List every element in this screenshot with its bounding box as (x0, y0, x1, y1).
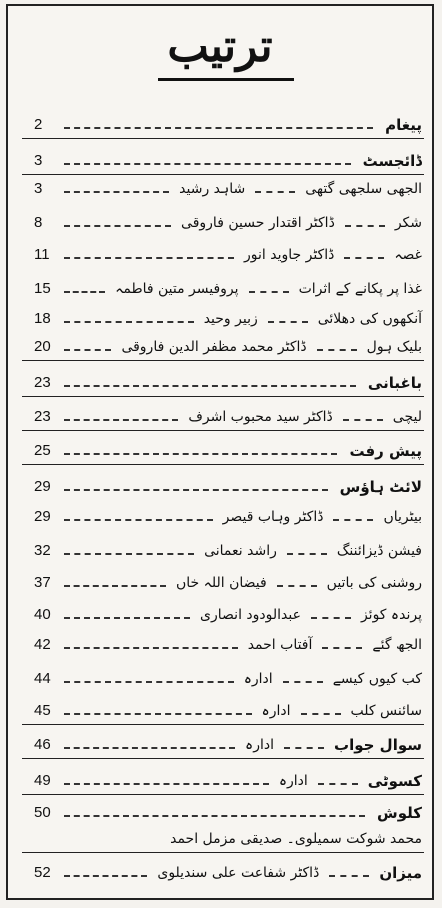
leader-dots (64, 453, 337, 455)
page-number: 20 (34, 338, 51, 355)
leader-dots (64, 647, 238, 649)
toc-entry (34, 212, 422, 234)
leader-dots (345, 225, 385, 227)
page-number: 11 (34, 246, 50, 263)
toc-entry (34, 540, 422, 562)
leader-dots (343, 419, 383, 421)
entry-title: پیش رفت (349, 442, 422, 460)
toc-entry (34, 178, 422, 200)
entry-title: کلوش (377, 804, 422, 822)
leader-dots (311, 617, 351, 619)
leader-dots (277, 585, 317, 587)
entry-title: غذا پر پکانے کے اثرات (298, 281, 422, 297)
entry-title: کب کیوں کیسے (332, 671, 422, 687)
toc-entry (34, 572, 422, 594)
entry-author: ادارہ (245, 737, 275, 753)
toc-entry (34, 700, 422, 722)
entry-title: کسوٹی (367, 772, 422, 790)
entry-author: ڈاکٹر سید محبوب اشرف (188, 409, 333, 425)
page-number: 25 (34, 442, 51, 459)
entry-title: باغبانی (367, 374, 422, 392)
leader-dots (64, 783, 269, 785)
entry-title: لیچی (392, 409, 422, 425)
entry-author: محمد شوکت سمیلوی۔ صدیقی مزمل احمد (170, 831, 422, 847)
section-divider (22, 464, 424, 465)
leader-dots (329, 875, 369, 877)
toc-entry (34, 802, 422, 824)
entry-author: ادارہ (261, 703, 291, 719)
toc-entry (34, 668, 422, 690)
entry-author: زبیر وحید (203, 311, 258, 327)
entry-author: ڈاکٹر اقتدار حسین فاروقی (181, 215, 335, 231)
page-number: 3 (34, 180, 43, 197)
entry-author: راشد نعمانی (204, 543, 277, 559)
page-number: 8 (34, 214, 43, 231)
leader-dots (283, 681, 323, 683)
leader-dots (64, 553, 194, 555)
leader-dots (64, 385, 356, 387)
toc-entry (34, 506, 422, 528)
page-number: 29 (34, 478, 51, 495)
leader-dots (344, 257, 384, 259)
leader-dots (64, 617, 190, 619)
page-number: 32 (34, 542, 51, 559)
page-number: 23 (34, 408, 51, 425)
leader-dots (322, 647, 362, 649)
entry-title: بلیک ہول (366, 339, 422, 355)
entry-title: سائنس کلب (350, 703, 422, 719)
leader-dots (64, 585, 166, 587)
leader-dots (301, 713, 341, 715)
leader-dots (64, 815, 365, 817)
entry-title: بیٹریاں (383, 509, 422, 525)
leader-dots (255, 191, 295, 193)
entry-title: پیغام (385, 116, 422, 134)
entry-author: ڈاکٹر شفاعت علی سندیلوی (157, 865, 320, 881)
leader-dots (64, 519, 213, 521)
entry-author: ڈاکٹر جاوید انور (243, 247, 335, 263)
toc-entry (34, 336, 422, 358)
entry-title: میزان (379, 864, 422, 882)
leader-dots (268, 321, 308, 323)
entry-author: ڈاکٹر محمد مظفر الدین فاروقی (121, 339, 307, 355)
page-number: 50 (34, 804, 51, 821)
entry-author: عبدالودود انصاری (200, 607, 301, 623)
entry-author: ڈاکٹر وہاب قیصر (222, 509, 324, 525)
leader-dots (64, 419, 178, 421)
toc-entry (34, 372, 422, 394)
leader-dots (284, 747, 324, 749)
entry-title: آنکھوں کی دھلائی (317, 311, 422, 327)
entry-title: فیشن ڈیزائننگ (336, 543, 422, 559)
page-number: 42 (34, 636, 51, 653)
toc-entry (34, 476, 422, 498)
toc-entry (34, 828, 422, 850)
leader-dots (64, 321, 194, 323)
toc-entry (34, 150, 422, 172)
leader-dots (64, 349, 111, 351)
entry-title: ڈائجسٹ (362, 152, 422, 170)
leader-dots (318, 783, 358, 785)
leader-dots (64, 713, 252, 715)
leader-dots (317, 349, 357, 351)
leader-dots (64, 489, 328, 491)
entry-author: آفتاب احمد (247, 637, 313, 653)
entry-title: شکر (394, 215, 422, 231)
leader-dots (333, 519, 373, 521)
toc-entry (34, 634, 422, 656)
leader-dots (64, 875, 147, 877)
page-number: 49 (34, 772, 51, 789)
page-number: 18 (34, 310, 51, 327)
title-underline (158, 78, 294, 81)
entry-title: الجھ گئے (372, 637, 422, 653)
leader-dots (249, 291, 289, 293)
toc-entry (34, 770, 422, 792)
page-number: 46 (34, 736, 51, 753)
toc-entry (34, 604, 422, 626)
table-of-contents-frame (6, 4, 434, 900)
page-number: 15 (34, 280, 51, 297)
section-divider (22, 396, 424, 397)
leader-dots (64, 291, 105, 293)
entry-author: شاہد رشید (179, 181, 246, 197)
page-number: 52 (34, 864, 51, 881)
page-number: 29 (34, 508, 51, 525)
entry-author: فیضان اللہ خاں (175, 575, 267, 591)
entry-title: روشنی کی باتیں (326, 575, 422, 591)
section-divider (22, 758, 424, 759)
entry-title: پرندہ کوئز (360, 607, 422, 623)
entry-title: سوال جواب (334, 736, 422, 754)
page-number: 23 (34, 374, 51, 391)
section-divider (22, 360, 424, 361)
page-title: ترتیب (167, 21, 273, 72)
page-number: 3 (34, 152, 43, 169)
toc-entry (34, 440, 422, 462)
leader-dots (287, 553, 327, 555)
leader-dots (64, 681, 234, 683)
section-divider (22, 430, 424, 431)
leader-dots (64, 257, 234, 259)
entry-author: ادارہ (278, 773, 308, 789)
entry-author: پروفیسر متین فاطمہ (115, 281, 239, 297)
leader-dots (64, 127, 373, 129)
page-number: 44 (34, 670, 51, 687)
page-number: 40 (34, 606, 51, 623)
page-number: 2 (34, 116, 43, 133)
toc-entry (34, 244, 422, 266)
section-divider (22, 852, 424, 853)
entry-title: الجھی سلجھی گتھی (305, 181, 422, 197)
toc-entry (34, 308, 422, 330)
toc-entry (34, 278, 422, 300)
entry-title: غصہ (394, 247, 422, 263)
section-divider (22, 174, 424, 175)
entry-title: لائٹ ہاؤس (339, 478, 422, 496)
toc-entry (34, 734, 422, 756)
section-divider (22, 794, 424, 795)
toc-entry (34, 406, 422, 428)
leader-dots (64, 163, 351, 165)
page-number: 37 (34, 574, 51, 591)
entry-author: ادارہ (243, 671, 273, 687)
leader-dots (64, 747, 235, 749)
toc-entry (34, 862, 422, 884)
page-number: 45 (34, 702, 51, 719)
section-divider (22, 724, 424, 725)
toc-entry (34, 114, 422, 136)
leader-dots (64, 191, 169, 193)
leader-dots (64, 225, 171, 227)
section-divider (22, 138, 424, 139)
